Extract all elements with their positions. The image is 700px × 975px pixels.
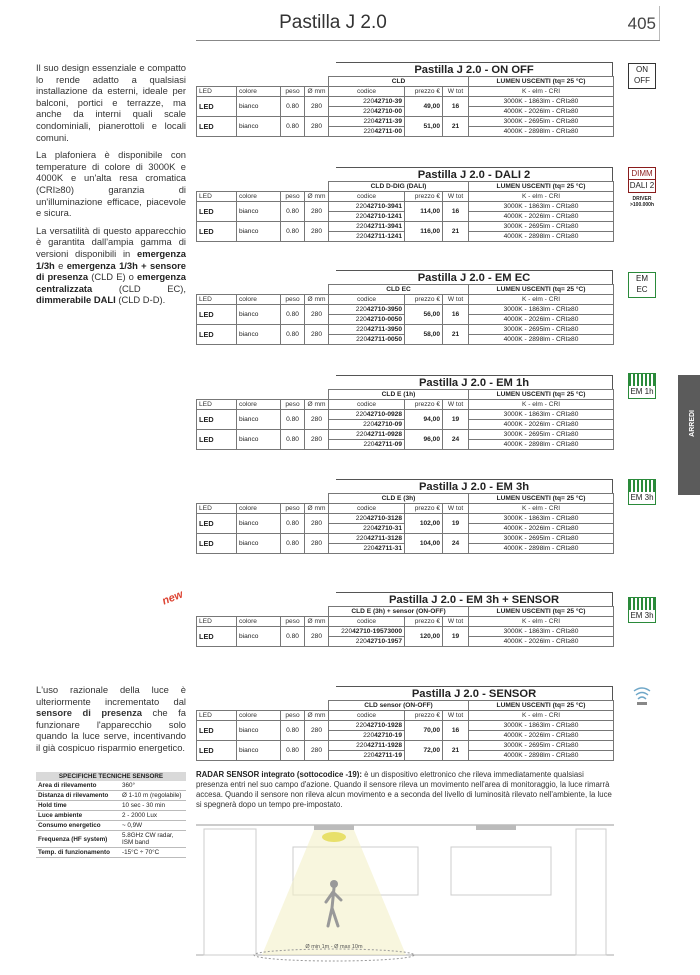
price: 102,00 xyxy=(405,514,443,534)
product-code: 22042710-3128 xyxy=(329,514,405,524)
col-header: peso xyxy=(281,400,305,410)
price: 70,00 xyxy=(405,721,443,741)
emergency-1h-icon: EM 1h xyxy=(628,373,656,399)
spec-row: Temp. di funzionamento -15°C ÷ 70°C xyxy=(36,848,186,858)
col-header: LED xyxy=(197,87,237,97)
price: 114,00 xyxy=(405,202,443,222)
product-title: Pastilla J 2.0 - ON OFF xyxy=(336,62,613,76)
price: 104,00 xyxy=(405,534,443,554)
table-row: 22042711-31 4000K - 2898lm - CRI≥80 xyxy=(197,544,614,554)
product-code: 22042711-19 xyxy=(329,751,405,761)
lumen-header: LUMEN USCENTI (tq= 25 °C) xyxy=(469,182,614,192)
product-block xyxy=(196,270,613,345)
product-block xyxy=(196,167,613,242)
col-header: K - elm - CRI xyxy=(469,504,614,514)
col-header: LED xyxy=(197,711,237,721)
lumen-header: LUMEN USCENTI (tq= 25 °C) xyxy=(469,390,614,400)
product-block xyxy=(196,479,613,554)
col-header: prezzo € xyxy=(405,617,443,627)
lumen-header: LUMEN USCENTI (tq= 25 °C) xyxy=(469,285,614,295)
header-divider xyxy=(196,40,660,41)
col-header: LED xyxy=(197,617,237,627)
col-header: colore xyxy=(237,295,281,305)
col-header: Ø mm xyxy=(305,295,329,305)
col-header: Ø mm xyxy=(305,617,329,627)
emergency-3h-sensor-icon: EM 3h xyxy=(628,597,656,623)
table-row: LED bianco 0.80 280 22042710-3941 114,00 16 3000K - 1863lm - CRI≥80 xyxy=(197,202,614,212)
product-title: Pastilla J 2.0 - EM 3h xyxy=(336,479,613,493)
spec-row: Frequenza (HF system) 5.8GHz CW radar, ISM band xyxy=(36,831,186,848)
table-row: LED bianco 0.80 280 22042710-1928 70,00 16 3000K - 1863lm - CRI≥80 xyxy=(197,721,614,731)
table-row: LED bianco 0.80 280 22042711-3941 116,00 21 3000K - 2695lm - CRI≥80 xyxy=(197,222,614,232)
col-header: LED xyxy=(197,295,237,305)
col-header: colore xyxy=(237,400,281,410)
col-header: W tot xyxy=(443,711,469,721)
product-code: 22042710-3950 xyxy=(329,305,405,315)
series-label: CLD xyxy=(329,77,469,87)
series-label: CLD E (1h) xyxy=(329,390,469,400)
col-header: prezzo € xyxy=(405,711,443,721)
col-header: W tot xyxy=(443,192,469,202)
col-header: codice xyxy=(329,400,405,410)
col-header: Ø mm xyxy=(305,400,329,410)
product-code: 22042711-1241 xyxy=(329,232,405,242)
col-header: peso xyxy=(281,504,305,514)
product-block xyxy=(196,375,613,450)
col-header: K - elm - CRI xyxy=(469,295,614,305)
sensor-waves-icon xyxy=(628,683,656,709)
table-row: 22042711-19 4000K - 2898lm - CRI≥80 xyxy=(197,751,614,761)
spec-row: Area di rilevamento 360° xyxy=(36,781,186,791)
price: 72,00 xyxy=(405,741,443,761)
col-header: codice xyxy=(329,504,405,514)
table-row: 22042710-31 4000K - 2026lm - CRI≥80 xyxy=(197,524,614,534)
table-row: LED bianco 0.80 280 22042710-3128 102,00 19 3000K - 1863lm - CRI≥80 xyxy=(197,514,614,524)
col-header: Ø mm xyxy=(305,192,329,202)
lumen-header: LUMEN USCENTI (tq= 25 °C) xyxy=(469,701,614,711)
emergency-ec-icon: EM EC xyxy=(628,272,656,298)
col-header: prezzo € xyxy=(405,400,443,410)
col-header: peso xyxy=(281,295,305,305)
col-header: colore xyxy=(237,504,281,514)
col-header: Ø mm xyxy=(305,504,329,514)
table-row: LED bianco 0.80 280 22042711-1928 72,00 21 3000K - 2695lm - CRI≥80 xyxy=(197,741,614,751)
price: 51,00 xyxy=(405,117,443,137)
table-row: 22042710-00 4000K - 2026lm - CRI≥80 xyxy=(197,107,614,117)
col-header: W tot xyxy=(443,295,469,305)
table-row: 22042711-1241 4000K - 2898lm - CRI≥80 xyxy=(197,232,614,242)
col-header: codice xyxy=(329,192,405,202)
table-row: LED bianco 0.80 280 22042710-39 49,00 16 3000K - 1863lm - CRI≥80 xyxy=(197,97,614,107)
col-header: Ø mm xyxy=(305,87,329,97)
table-row: LED bianco 0.80 280 22042711-39 51,00 21 3000K - 2695lm - CRI≥80 xyxy=(197,117,614,127)
table-row: 22042710-1957 4000K - 2026lm - CRI≥80 xyxy=(197,637,614,647)
col-header: prezzo € xyxy=(405,504,443,514)
col-header: Ø mm xyxy=(305,711,329,721)
table-row: LED bianco 0.80 280 22042710-3950 56,00 16 3000K - 1863lm - CRI≥80 xyxy=(197,305,614,315)
price: 116,00 xyxy=(405,222,443,242)
product-code: 22042710-19573000 xyxy=(329,627,405,637)
lumen-header: LUMEN USCENTI (tq= 25 °C) xyxy=(469,494,614,504)
col-header: W tot xyxy=(443,504,469,514)
product-title: Pastilla J 2.0 - EM EC xyxy=(336,270,613,284)
product-code: 22042710-1241 xyxy=(329,212,405,222)
lumen-header: LUMEN USCENTI (tq= 25 °C) xyxy=(469,77,614,87)
product-code: 22042710-0050 xyxy=(329,315,405,325)
table-row: LED bianco 0.80 280 22042710-0928 94,00 19 3000K - 1863lm - CRI≥80 xyxy=(197,410,614,420)
table-row: LED bianco 0.80 280 22042710-19573000 120,00 19 3000K - 1863lm - CRI≥80 xyxy=(197,627,614,637)
col-header: LED xyxy=(197,192,237,202)
product-code: 22042710-3941 xyxy=(329,202,405,212)
table-row: LED bianco 0.80 280 22042711-3128 104,00 24 3000K - 2695lm - CRI≥80 xyxy=(197,534,614,544)
dali-dimm-icon: DIMM DALI 2 xyxy=(628,167,656,193)
detection-range-label: Ø min 1m - Ø max 10m xyxy=(305,944,363,950)
col-header: prezzo € xyxy=(405,192,443,202)
product-title: Pastilla J 2.0 - SENSOR xyxy=(336,686,613,700)
intro-paragraph-2: La plafoniera è disponibile con temperature di colore di 3000K e 4000K e un'alta resa cromatica (CRI≥80) garanzia di un'illuminazione efficace, piacevole e sicura. xyxy=(36,149,186,219)
lumen-header: LUMEN USCENTI (tq= 25 °C) xyxy=(469,607,614,617)
col-header: W tot xyxy=(443,87,469,97)
price: 94,00 xyxy=(405,410,443,430)
spec-row: Distanza di rilevamento Ø 1-10 m (regolabile) xyxy=(36,791,186,801)
price: 49,00 xyxy=(405,97,443,117)
series-label: CLD E (3h) xyxy=(329,494,469,504)
col-header: prezzo € xyxy=(405,295,443,305)
driver-label: DRIVER >100.000h xyxy=(629,196,655,208)
product-code: 22042710-00 xyxy=(329,107,405,117)
sensor-spec-table xyxy=(36,772,186,858)
product-title: Pastilla J 2.0 - EM 3h + SENSOR xyxy=(336,592,613,606)
product-code: 22042710-19 xyxy=(329,731,405,741)
intro-text xyxy=(36,62,186,312)
page-title: Pastilla J 2.0 xyxy=(279,12,387,33)
col-header: K - elm - CRI xyxy=(469,711,614,721)
sensor-illustration xyxy=(196,815,614,970)
table-row: 22042710-0050 4000K - 2026lm - CRI≥80 xyxy=(197,315,614,325)
product-title: Pastilla J 2.0 - DALI 2 xyxy=(336,167,613,181)
page-number: 405 xyxy=(627,14,656,33)
product-code: 22042710-0928 xyxy=(329,410,405,420)
table-row: 22042710-09 4000K - 2026lm - CRI≥80 xyxy=(197,420,614,430)
col-header: prezzo € xyxy=(405,87,443,97)
spec-row: Hold time 10 sec - 30 min xyxy=(36,801,186,811)
col-header: W tot xyxy=(443,617,469,627)
col-header: colore xyxy=(237,87,281,97)
price: 56,00 xyxy=(405,305,443,325)
new-badge: new xyxy=(160,588,185,608)
series-label: CLD D-DIG (DALI) xyxy=(329,182,469,192)
col-header: colore xyxy=(237,711,281,721)
product-code: 22042711-09 xyxy=(329,440,405,450)
col-header: codice xyxy=(329,87,405,97)
col-header: LED xyxy=(197,504,237,514)
series-label: CLD EC xyxy=(329,285,469,295)
spec-title: SPECIFICHE TECNICHE SENSORE xyxy=(36,772,186,781)
product-code: 22042710-31 xyxy=(329,524,405,534)
col-header: peso xyxy=(281,192,305,202)
col-header: K - elm - CRI xyxy=(469,192,614,202)
spec-row: Luce ambiente 2 - 2000 Lux xyxy=(36,811,186,821)
intro-paragraph-1: Il suo design essenziale e compatto lo rende adatto a qualsiasi installazione da esterni, ideale per balconi, portici e terrazze, ma anche da interni quali scale condominiali, pianerottoli e locali comuni. xyxy=(36,62,186,143)
col-header: K - elm - CRI xyxy=(469,617,614,627)
product-code: 22042711-31 xyxy=(329,544,405,554)
col-header: codice xyxy=(329,711,405,721)
table-row: LED bianco 0.80 280 22042711-3950 58,00 21 3000K - 2695lm - CRI≥80 xyxy=(197,325,614,335)
product-title: Pastilla J 2.0 - EM 1h xyxy=(336,375,613,389)
price: 120,00 xyxy=(405,627,443,647)
col-header: W tot xyxy=(443,400,469,410)
product-block xyxy=(196,62,613,137)
col-header: K - elm - CRI xyxy=(469,400,614,410)
series-label: CLD E (3h) + sensor (ON-OFF) xyxy=(329,607,469,617)
spec-row: Consumo energetico ~ 0,9W xyxy=(36,821,186,831)
col-header: colore xyxy=(237,192,281,202)
product-code: 22042711-3941 xyxy=(329,222,405,232)
product-code: 22042711-39 xyxy=(329,117,405,127)
table-row: 22042710-1241 4000K - 2026lm - CRI≥80 xyxy=(197,212,614,222)
table-row: 22042711-00 4000K - 2898lm - CRI≥80 xyxy=(197,127,614,137)
product-code: 22042710-09 xyxy=(329,420,405,430)
product-code: 22042710-1957 xyxy=(329,637,405,647)
table-row: LED bianco 0.80 280 22042711-0928 96,00 24 3000K - 2695lm - CRI≥80 xyxy=(197,430,614,440)
intro-paragraph-3: La versatilità di questo apparecchio è garantita dall'ampia gamma di versioni disponibili in emergenza 1/3h e emergenza 1/3h + sensore di presenza (CLD E) o emergenza centralizzata (CLD EC), dimmerabile DALI (CLD D-D). xyxy=(36,224,186,306)
product-code: 22042711-1928 xyxy=(329,741,405,751)
product-code: 22042711-3950 xyxy=(329,325,405,335)
product-code: 22042711-0050 xyxy=(329,335,405,345)
section-tab-label: ARREDI xyxy=(689,410,696,437)
price: 96,00 xyxy=(405,430,443,450)
sensor-intro-text: L'uso razionale della luce è ulteriormente incrementato dal sensore di presenza che fa funzionare l'apparecchio solo quando la luce serve, incentivando il già cospicuo risparmio energetico. xyxy=(36,684,186,753)
radar-sensor-description: RADAR SENSOR integrato (sottocodice -19): è un dispositivo elettronico che rileva immediatamente qualsiasi presenza entri nel suo campo d'azione. Quando il sensore rileva un movimento nell'area di monitoraggio, la luce rimarrà accesa. Quando il sensore non rileva alcun movimento e a seconda del livello di luminosità rilevato nell'ambiente, la luce si spegnerà dopo un tempo pre-impostato. xyxy=(196,770,612,809)
col-header: LED xyxy=(197,400,237,410)
col-header: codice xyxy=(329,295,405,305)
on-off-icon: ON OFF xyxy=(628,63,656,89)
product-code: 22042711-0928 xyxy=(329,430,405,440)
col-header: colore xyxy=(237,617,281,627)
col-header: peso xyxy=(281,711,305,721)
table-row: 22042711-09 4000K - 2898lm - CRI≥80 xyxy=(197,440,614,450)
emergency-3h-icon: EM 3h xyxy=(628,479,656,505)
product-code: 22042711-00 xyxy=(329,127,405,137)
header-divider-vertical xyxy=(659,6,660,40)
col-header: codice xyxy=(329,617,405,627)
col-header: peso xyxy=(281,87,305,97)
table-row: 22042710-19 4000K - 2026lm - CRI≥80 xyxy=(197,731,614,741)
product-code: 22042710-1928 xyxy=(329,721,405,731)
table-row: 22042711-0050 4000K - 2898lm - CRI≥80 xyxy=(197,335,614,345)
product-code: 22042711-3128 xyxy=(329,534,405,544)
series-label: CLD sensor (ON-OFF) xyxy=(329,701,469,711)
product-block xyxy=(196,686,613,761)
col-header: peso xyxy=(281,617,305,627)
price: 58,00 xyxy=(405,325,443,345)
col-header: K - elm - CRI xyxy=(469,87,614,97)
product-block xyxy=(196,592,613,647)
product-code: 22042710-39 xyxy=(329,97,405,107)
